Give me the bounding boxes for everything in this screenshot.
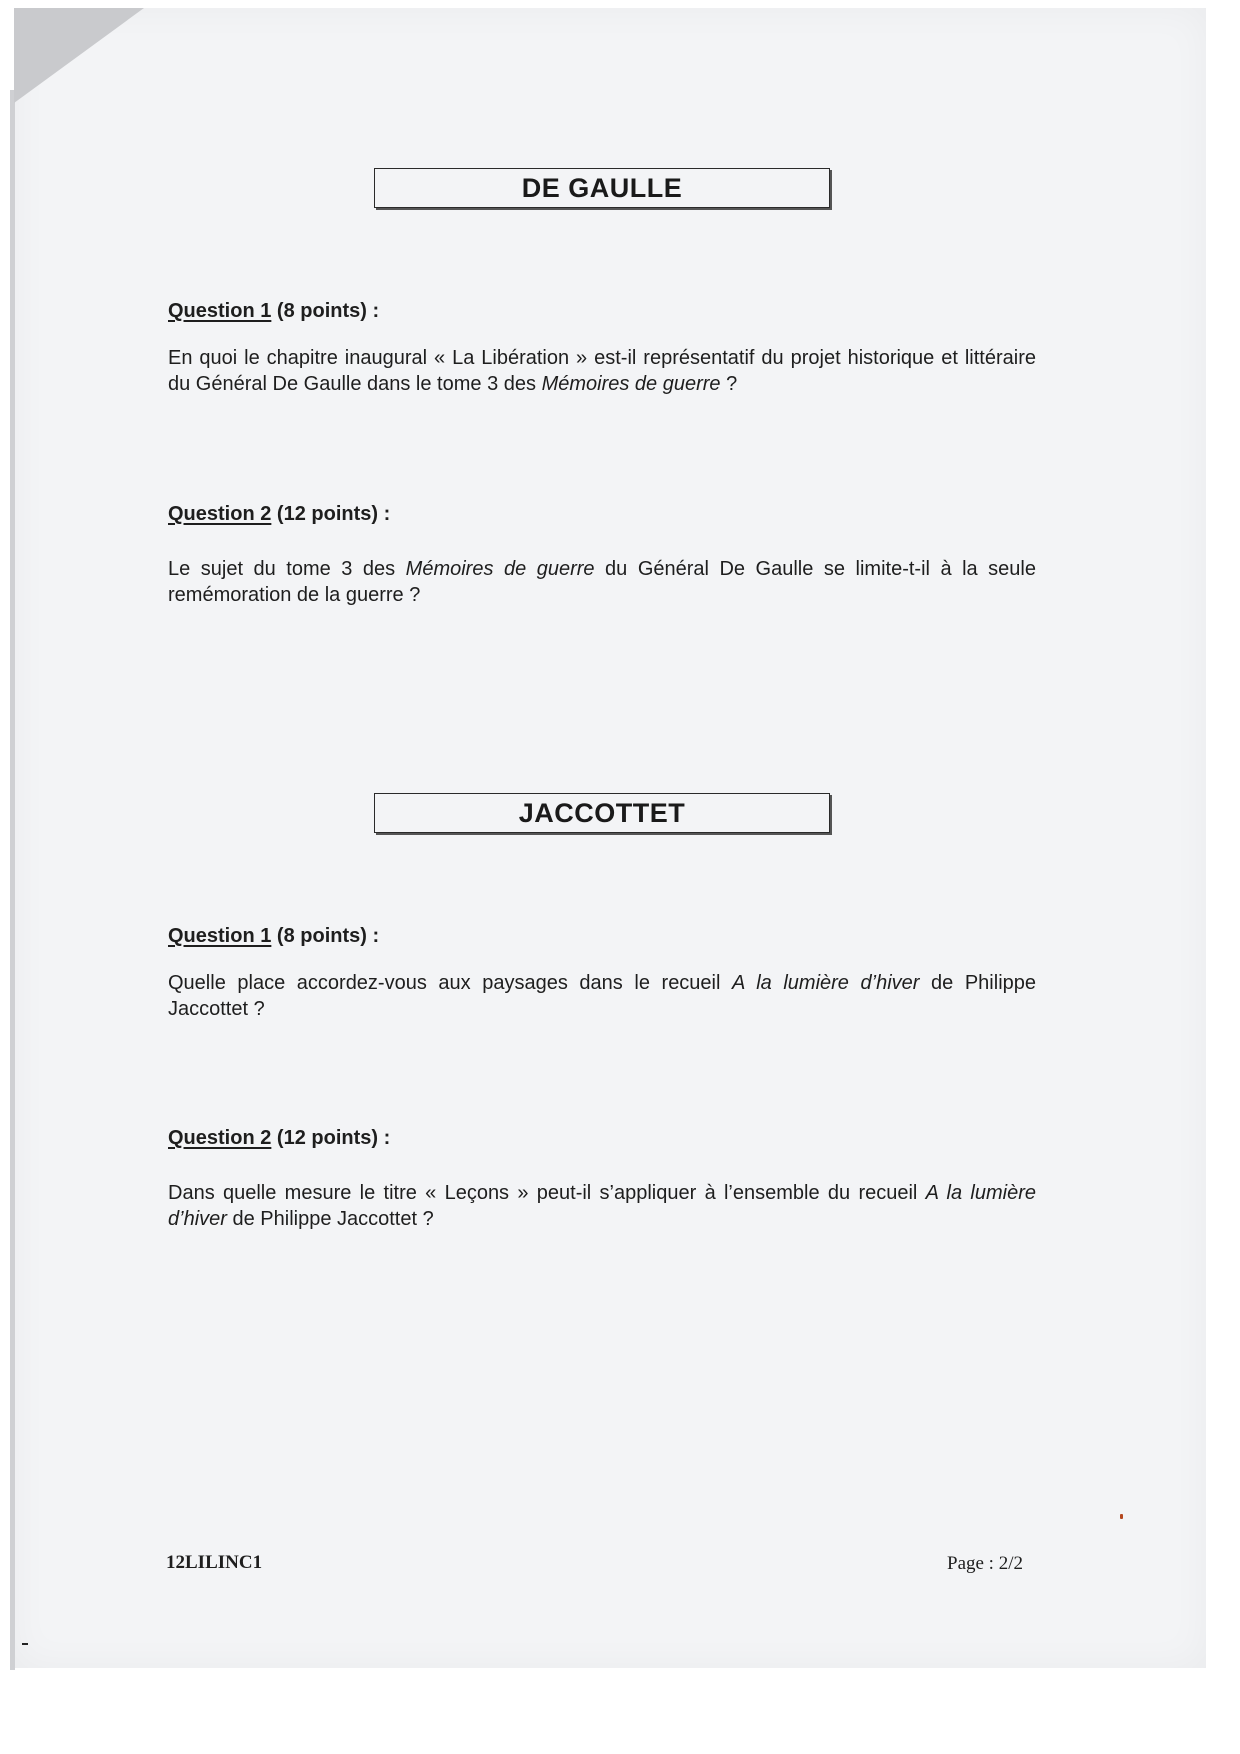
question-number: Question 1 bbox=[168, 300, 272, 322]
section-title-text: DE GAULLE bbox=[521, 172, 683, 203]
document-code: 12LILINC1 bbox=[166, 1552, 263, 1573]
section-title-jaccottet bbox=[374, 793, 830, 833]
question-text-part: Quelle place accordez-vous aux paysages dans le recueil bbox=[168, 972, 733, 994]
question-heading bbox=[168, 1127, 390, 1150]
question-text-part: ? bbox=[720, 373, 738, 395]
work-title: Mémoires de guerre bbox=[405, 558, 595, 580]
work-title: A la lumière d’hiver bbox=[732, 972, 920, 994]
question-points: (8 points) : bbox=[271, 925, 380, 947]
question-text bbox=[168, 1180, 1036, 1232]
question-number: Question 1 bbox=[168, 925, 272, 947]
folded-corner-shadow bbox=[0, 0, 14, 115]
question-heading bbox=[168, 503, 390, 526]
question-number: Question 2 bbox=[168, 503, 272, 525]
scan-speck bbox=[1120, 1514, 1123, 1519]
paper-sheet bbox=[14, 8, 1206, 1668]
question-number: Question 2 bbox=[168, 1127, 272, 1149]
work-title: Mémoires de guerre bbox=[541, 373, 721, 395]
page-number: Page : 2/2 bbox=[947, 1553, 1023, 1574]
section-title-de-gaulle bbox=[374, 168, 830, 208]
paper-left-edge bbox=[10, 90, 15, 1670]
question-text bbox=[168, 345, 1036, 397]
section-title-text: JACCOTTET bbox=[518, 797, 686, 828]
question-text bbox=[168, 556, 1036, 608]
question-points: (12 points) : bbox=[271, 1127, 391, 1149]
question-text-part: de Philippe Jaccottet ? bbox=[226, 1208, 434, 1230]
question-heading bbox=[168, 300, 379, 323]
question-text-part: En quoi le chapitre inaugural « La Libération » est-il représentatif du projet historique et littéraire du Général De Gaulle dans le tome 3 des bbox=[168, 347, 1036, 395]
question-points: (12 points) : bbox=[271, 503, 391, 525]
question-text-part: Le sujet du tome 3 des bbox=[168, 558, 406, 580]
question-points: (8 points) : bbox=[271, 300, 380, 322]
question-heading bbox=[168, 925, 379, 948]
folded-corner bbox=[14, 8, 144, 103]
question-text bbox=[168, 970, 1036, 1022]
question-text-part: Dans quelle mesure le titre « Leçons » peut-il s’appliquer à l’ensemble du recueil bbox=[168, 1182, 926, 1204]
work-title: A la lumière d’hiver bbox=[168, 1182, 1036, 1230]
question-text-part: du Général De Gaulle se limite-t-il à la seule remémoration de la guerre ? bbox=[168, 558, 1036, 606]
scan-mark bbox=[22, 1643, 28, 1645]
question-text-part: de Philippe Jaccottet ? bbox=[168, 972, 1037, 1020]
